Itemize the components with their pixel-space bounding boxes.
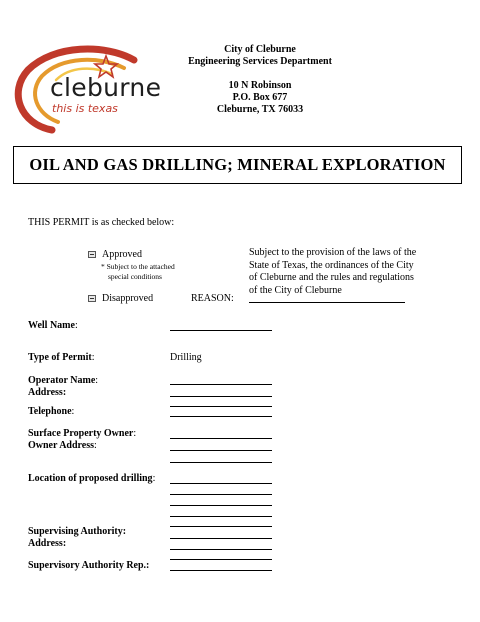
location-label: Location of proposed drilling: xyxy=(28,473,156,484)
city-state-zip: Cleburne, TX 76033 xyxy=(216,104,304,115)
operator-name-field[interactable] xyxy=(170,384,272,385)
telephone-field[interactable] xyxy=(170,416,272,417)
owner-address-field-2[interactable] xyxy=(170,462,272,463)
city-name: City of Cleburne xyxy=(224,44,296,55)
street-address: 10 N Robinson xyxy=(228,80,292,91)
supervisory-rep-label: Supervisory Authority Rep.: xyxy=(28,560,150,571)
location-field-1[interactable] xyxy=(170,483,272,484)
department-address xyxy=(160,44,360,116)
approved-note-1: * Subject to the attached xyxy=(101,262,175,271)
operator-address-label: Address: xyxy=(28,387,67,398)
po-box: P.O. Box 677 xyxy=(232,92,288,103)
supervising-address-field-2[interactable] xyxy=(170,559,272,560)
permit-intro: THIS PERMIT is as checked below: xyxy=(28,217,175,228)
logo-tagline: this is texas xyxy=(52,102,118,115)
operator-address-field-1[interactable] xyxy=(170,396,272,397)
approved-label: Approved xyxy=(102,249,142,260)
surface-owner-label: Surface Property Owner: xyxy=(28,428,137,439)
supervisory-rep-field[interactable] xyxy=(170,570,272,571)
permit-conditions: Subject to the provision of the laws of the State of Texas, the ordinances of the City of Cleburne and the rules and regulations of the City of Cleburne xyxy=(249,247,417,296)
disapproved-option[interactable] xyxy=(88,293,153,304)
location-field-2[interactable] xyxy=(170,494,272,495)
owner-address-label: Owner Address: xyxy=(28,440,97,451)
approved-note-2: special conditions xyxy=(108,272,162,281)
telephone-label: Telephone: xyxy=(28,406,75,417)
owner-address-field-1[interactable] xyxy=(170,450,272,451)
reason-field[interactable] xyxy=(249,302,405,303)
type-of-permit-value: Drilling xyxy=(170,352,202,363)
form-title: OIL AND GAS DRILLING; MINERAL EXPLORATION xyxy=(13,146,462,184)
supervising-address-field-1[interactable] xyxy=(170,549,272,550)
disapproved-checkbox[interactable] xyxy=(88,295,96,302)
approved-checkbox[interactable] xyxy=(88,251,96,258)
location-field-5[interactable] xyxy=(170,526,272,527)
city-logo xyxy=(14,42,164,136)
approved-option[interactable] xyxy=(88,249,142,260)
disapproved-label: Disapproved xyxy=(102,293,154,304)
well-name-label: Well Name: xyxy=(28,320,78,331)
supervising-address-label: Address: xyxy=(28,538,67,549)
supervising-authority-field[interactable] xyxy=(170,538,272,539)
type-of-permit-label: Type of Permit: xyxy=(28,352,95,363)
well-name-field[interactable] xyxy=(170,330,272,331)
location-field-3[interactable] xyxy=(170,505,272,506)
logo-wordmark: cleburne xyxy=(50,73,162,102)
supervising-authority-label: Supervising Authority: xyxy=(28,526,127,537)
location-field-4[interactable] xyxy=(170,516,272,517)
reason-label: REASON: xyxy=(191,293,234,304)
operator-address-field-2[interactable] xyxy=(170,406,272,407)
operator-name-label: Operator Name: xyxy=(28,375,99,386)
surface-owner-field[interactable] xyxy=(170,438,272,439)
department-name: Engineering Services Department xyxy=(188,56,332,67)
